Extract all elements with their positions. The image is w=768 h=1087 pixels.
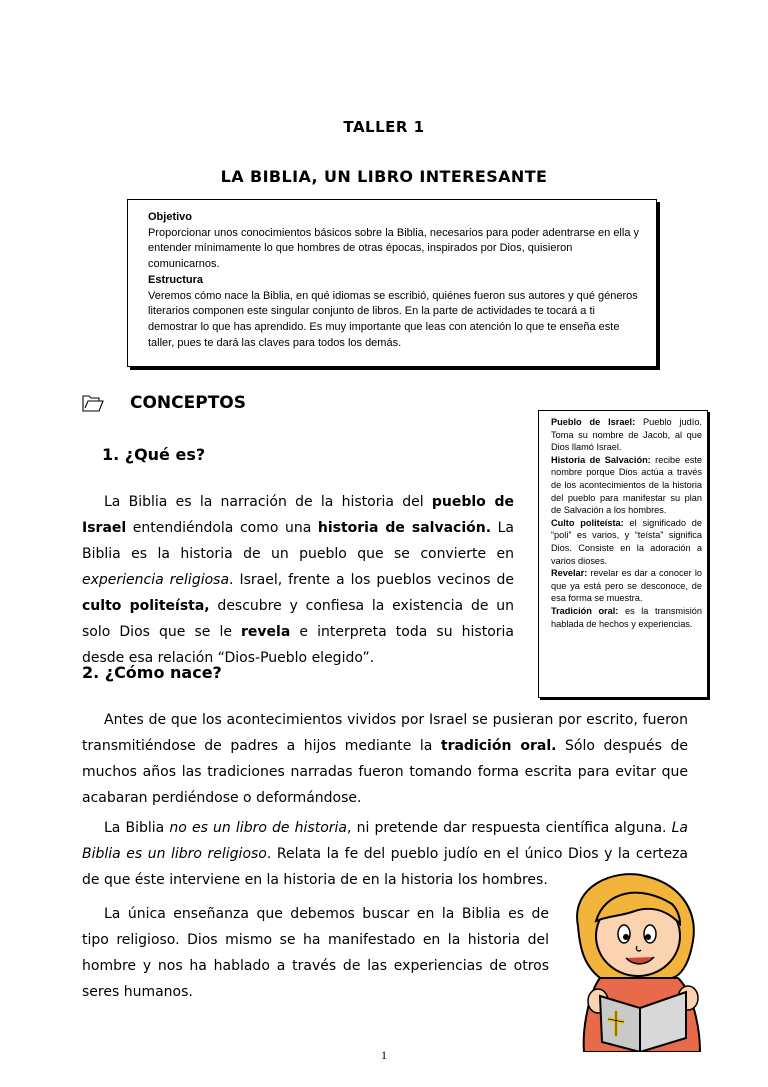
structure-label: Estructura: [148, 273, 204, 286]
page-number: 1: [381, 1048, 387, 1062]
section-2-paragraph-1: Antes de que los acontecimientos vividos por Israel se pusieran por escrito, fueron transmitiéndose de padres a hijos mediante la tradición oral. Sólo después de muchos años las tradiciones narradas fueron tomando forma escrita para evitar que acabaran perdiéndose o deformándose.: [82, 712, 688, 806]
glossary-entry: Revelar: revelar es dar a conocer lo que ya está pero se desconoce, de esa forma se muestra.: [551, 568, 702, 604]
section-2-paragraph-3: La única enseñanza que debemos buscar en la Biblia es de tipo religioso. Dios mismo se ha manifestado en la historia del hombre y nos ha hablado a través de las experiencias de otros seres humanos.: [82, 906, 549, 1000]
glossary-entry: Culto politeísta: el significado de “poli” es varios, y “teísta” significa Dios. Consiste en la adoración a varios dioses.: [551, 517, 702, 566]
section-1-heading: 1. ¿Qué es?: [102, 445, 206, 464]
objective-label: Objetivo: [148, 211, 193, 223]
girl-reading-bible-illustration: [560, 866, 718, 1052]
section-1-paragraph: La Biblia es la narración de la historia del pueblo de Israel entendiéndola como una historia de salvación. La Biblia es la historia de un pueblo que se convierte en experiencia religiosa. Israel, frente a los pueblos vecinos de culto politeísta, descubre y confiesa la existencia de un solo Dios que se le revela e interpreta toda su historia desde esa relación “Dios-Pueblo elegido”.: [82, 494, 514, 666]
structure-text: Veremos cómo nace la Biblia, en qué idiomas se escribió, quiénes fueron sus autores y qué géneros literarios componen este singular conjunto de libros. En la parte de actividades te tocará a ti demostrar lo que has aprendido. Es muy importante que leas con atención lo que te enseña este taller, pues te dará las claves para todos los demás.: [148, 289, 638, 349]
objective-box: [127, 199, 657, 367]
workshop-title: TALLER 1: [343, 118, 425, 136]
section-2-paragraph-2: La Biblia no es un libro de historia, ni pretende dar respuesta científica alguna. La Biblia es un libro religioso. Relata la fe del pueblo judío en el único Dios y la certeza de que éste interviene en la historia de en la historia los hombres.: [82, 820, 689, 888]
glossary-entry: Tradición oral: es la transmisión hablada de hechos y experiencias.: [551, 605, 702, 629]
glossary-entry: Pueblo de Israel: Pueblo judío. Toma su nombre de Jacob, al que Dios llamó Israel.: [551, 417, 702, 453]
glossary-box: [538, 410, 708, 698]
objective-text: Proporcionar unos conocimientos básicos sobre la Biblia, necesarios para poder adentrarse en ella y entender mínimamente lo que hombres de otras épocas, inspirados por Dios, quisieron comunicarnos.: [148, 226, 639, 271]
concepts-heading: CONCEPTOS: [130, 393, 246, 413]
section-2-heading: 2. ¿Cómo nace?: [82, 663, 222, 682]
folder-icon: [82, 394, 104, 412]
glossary-entry: Historia de Salvación: recibe este nombre porque Dios actúa a través de los acontecimientos de la historia del pueblo para manifestar su plan de Salvación a los hombres.: [551, 454, 702, 516]
workshop-subtitle: LA BIBLIA, UN LIBRO INTERESANTE: [220, 167, 548, 186]
